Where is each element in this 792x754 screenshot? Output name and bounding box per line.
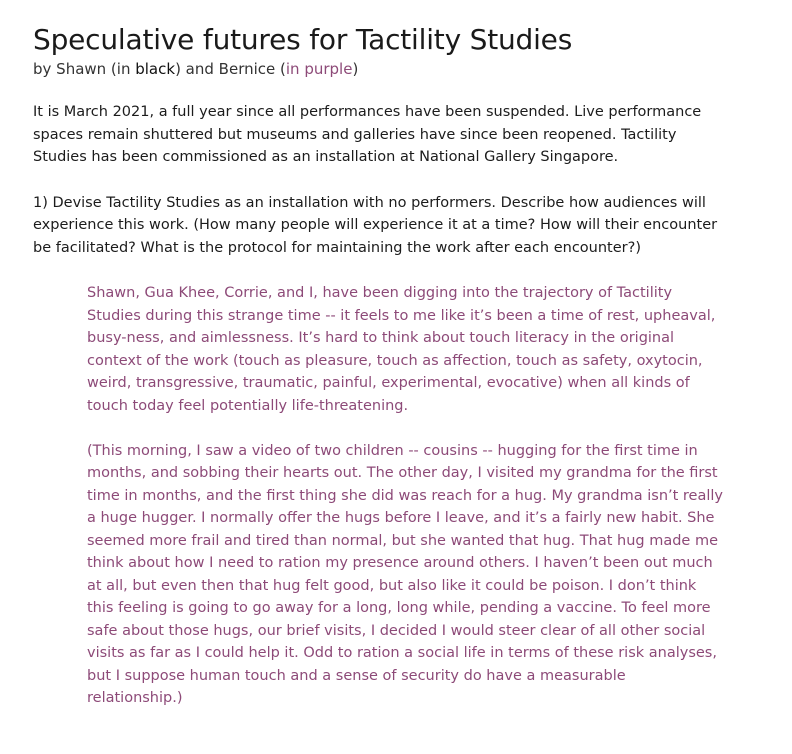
byline-middle: ) and Bernice ( — [175, 60, 286, 78]
response-paragraph: Shawn, Gua Khee, Corrie, and I, have been digging into the trajectory of Tactility Studies during this strange time -- it feels to me like it’s been a time of rest, upheaval, busy-ness, and aimlessness. It’s hard to think about touch literacy in the original context of the work (touch as pleasure, touch as affection, touch as safety, oxytocin, weird, transgressive, traumatic, painful, experimental, evocative) when all kinds of touch today feel potentially life-threatening. — [87, 285, 716, 414]
document — [33, 22, 723, 732]
byline-black-word: black — [135, 60, 176, 78]
response-paragraph: (This morning, I saw a video of two children -- cousins -- hugging for the first time in months, and sobbing their hearts out. The other day, I visited my grandma for the first time in months, and the first thing she did was reach for a hug. My grandma isn’t really a huge hugger. I normally offer the hugs before I leave, and it’s a fairly new habit. She seemed more frail and tired than normal, but she wanted that hug. That hug made me think about how I need to ration my presence around others. I haven’t been out much at all, but even then that hug felt good, but also like it could be poison. I don’t think this feeling is going to go away for a long, long while, pending a vaccine. To feel more safe about those hugs, our brief visits, I decided I would steer clear of all other social visits as far as I could help it. Odd to ration a social life in terms of these risk analyses, but I suppose human touch and a sense of security do have a measurable relationship.) — [87, 442, 723, 706]
question-1: 1) Devise Tactility Studies as an installation with no performers. Describe how audiences will experience this work. (How many people will experience it at a time? How will their encounter be facilitated? What is the protocol for maintaining the work after each encounter?) — [33, 194, 718, 256]
byline-suffix: ) — [352, 60, 359, 78]
bernice-response — [87, 282, 723, 710]
byline — [33, 58, 723, 80]
byline-purple-word: purple — [304, 60, 353, 78]
byline-prefix: by Shawn (in — [33, 60, 136, 78]
page-title: Speculative futures for Tactility Studies — [33, 23, 573, 56]
intro-paragraph: It is March 2021, a full year since all performances have been suspended. Live performance spaces remain shuttered but museums and galleries have since been reopened. Tactility Studies has been commissioned as an installation at National Gallery Singapore. — [33, 104, 702, 165]
byline-purple-prefix: in — [285, 60, 305, 78]
